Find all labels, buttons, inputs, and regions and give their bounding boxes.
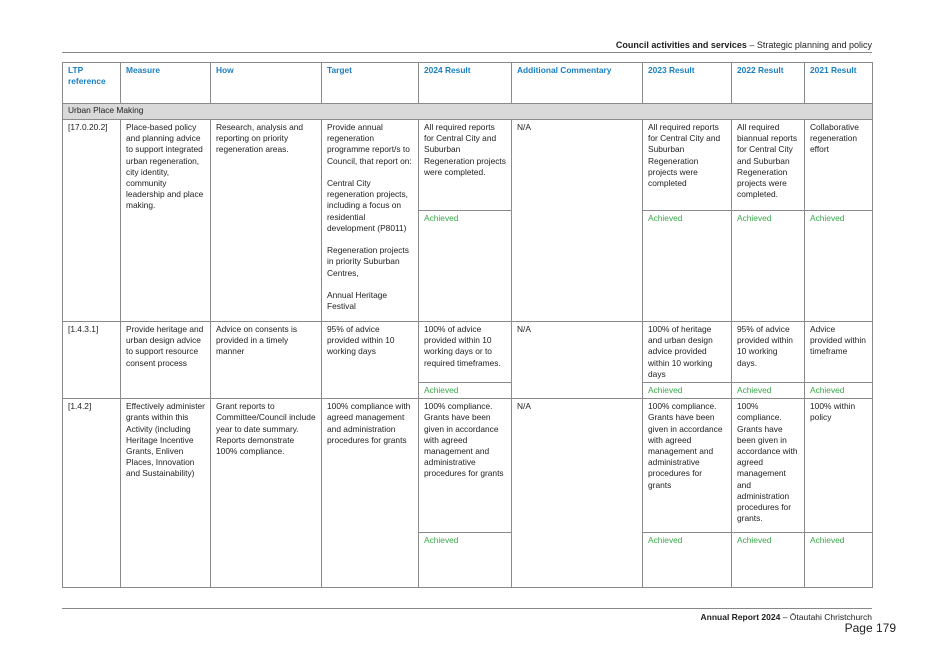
col-header-2021-result: 2021 Result	[805, 63, 873, 104]
table-row	[63, 120, 873, 211]
result-2024-cell: 100% of advice provided within 10 working days or to required timeframes.	[419, 322, 512, 383]
col-header-2024-result: 2024 Result	[419, 63, 512, 104]
target-cell: Provide annual regeneration programme report/s to Council, that report on: Central City regeneration projects, including a focus on residential development (P8011) Regeneration projects in priority Suburban Centres, Annual Heritage Festival	[322, 120, 419, 322]
ltp-reference-cell: [1.4.2]	[63, 399, 121, 588]
status-2024-cell: Achieved	[419, 211, 512, 322]
col-header-2022-result: 2022 Result	[732, 63, 805, 104]
how-cell: Advice on consents is provided in a timely manner	[211, 322, 322, 399]
footer-divider	[62, 608, 872, 609]
result-2023-cell: All required reports for Central City and Suburban Regeneration projects were completed	[643, 120, 732, 211]
result-2023-cell: 100% compliance. Grants have been given in accordance with agreed management and administrative procedures for grants	[643, 399, 732, 533]
status-2022-cell: Achieved	[732, 533, 805, 588]
measure-cell: Provide heritage and urban design advice to support resource consent process	[121, 322, 211, 399]
result-2023-cell: 100% of heritage and urban design advice provided within 10 working days	[643, 322, 732, 383]
result-2021-cell: 100% within policy	[805, 399, 873, 533]
header-divider	[62, 52, 872, 53]
col-header-target: Target	[322, 63, 419, 104]
col-header-ltp-reference: LTP reference	[63, 63, 121, 104]
how-cell: Grant reports to Committee/Council include year to date summary. Reports demonstrate 100% compliance.	[211, 399, 322, 588]
table-header-row	[63, 63, 873, 104]
page-header	[62, 40, 872, 50]
target-cell: 100% compliance with agreed management and administration procedures for grants	[322, 399, 419, 588]
status-2024-cell: Achieved	[419, 533, 512, 588]
footer-subtitle: – Ōtautahi Christchurch	[782, 612, 872, 622]
result-2024-cell: 100% compliance. Grants have been given in accordance with agreed management and administrative procedures for grants	[419, 399, 512, 533]
header-section: Council activities and services	[615, 40, 747, 50]
status-2022-cell: Achieved	[732, 211, 805, 322]
measure-cell: Place-based policy and planning advice to support integrated urban regeneration, city identity, community leadership and place making.	[121, 120, 211, 322]
performance-table	[62, 62, 873, 588]
group-label: Urban Place Making	[63, 104, 873, 120]
status-2023-cell: Achieved	[643, 211, 732, 322]
commentary-cell: N/A	[512, 399, 643, 588]
how-cell: Research, analysis and reporting on priority regeneration areas.	[211, 120, 322, 322]
result-2024-cell: All required reports for Central City and Suburban Regeneration projects were completed.	[419, 120, 512, 211]
col-header-additional-commentary: Additional Commentary	[512, 63, 643, 104]
result-2022-cell: All required biannual reports for Central City and Suburban Regeneration projects were completed.	[732, 120, 805, 211]
result-2021-cell: Collaborative regeneration effort	[805, 120, 873, 211]
page-footer	[62, 612, 872, 622]
measure-cell: Effectively administer grants within this Activity (including Heritage Incentive Grants, Enliven Places, Innovation and Sustainability)	[121, 399, 211, 588]
table-row	[63, 322, 873, 383]
col-header-2023-result: 2023 Result	[643, 63, 732, 104]
result-2022-cell: 100% compliance. Grants have been given in accordance with agreed management and administration procedures for grants.	[732, 399, 805, 533]
group-row	[63, 104, 873, 120]
target-cell: 95% of advice provided within 10 working days	[322, 322, 419, 399]
status-2023-cell: Achieved	[643, 533, 732, 588]
ltp-reference-cell: [17.0.20.2]	[63, 120, 121, 322]
col-header-measure: Measure	[121, 63, 211, 104]
footer-title: Annual Report 2024	[700, 612, 781, 622]
page-number: Page 179	[844, 621, 896, 635]
table-row	[63, 399, 873, 533]
result-2022-cell: 95% of advice provided within 10 working days.	[732, 322, 805, 383]
status-2023-cell: Achieved	[643, 383, 732, 399]
col-header-how: How	[211, 63, 322, 104]
ltp-reference-cell: [1.4.3.1]	[63, 322, 121, 399]
status-2024-cell: Achieved	[419, 383, 512, 399]
status-2021-cell: Achieved	[805, 533, 873, 588]
status-2022-cell: Achieved	[732, 383, 805, 399]
result-2021-cell: Advice provided within timeframe	[805, 322, 873, 383]
status-2021-cell: Achieved	[805, 383, 873, 399]
header-subsection: – Strategic planning and policy	[749, 40, 872, 50]
commentary-cell: N/A	[512, 120, 643, 322]
status-2021-cell: Achieved	[805, 211, 873, 322]
commentary-cell: N/A	[512, 322, 643, 399]
